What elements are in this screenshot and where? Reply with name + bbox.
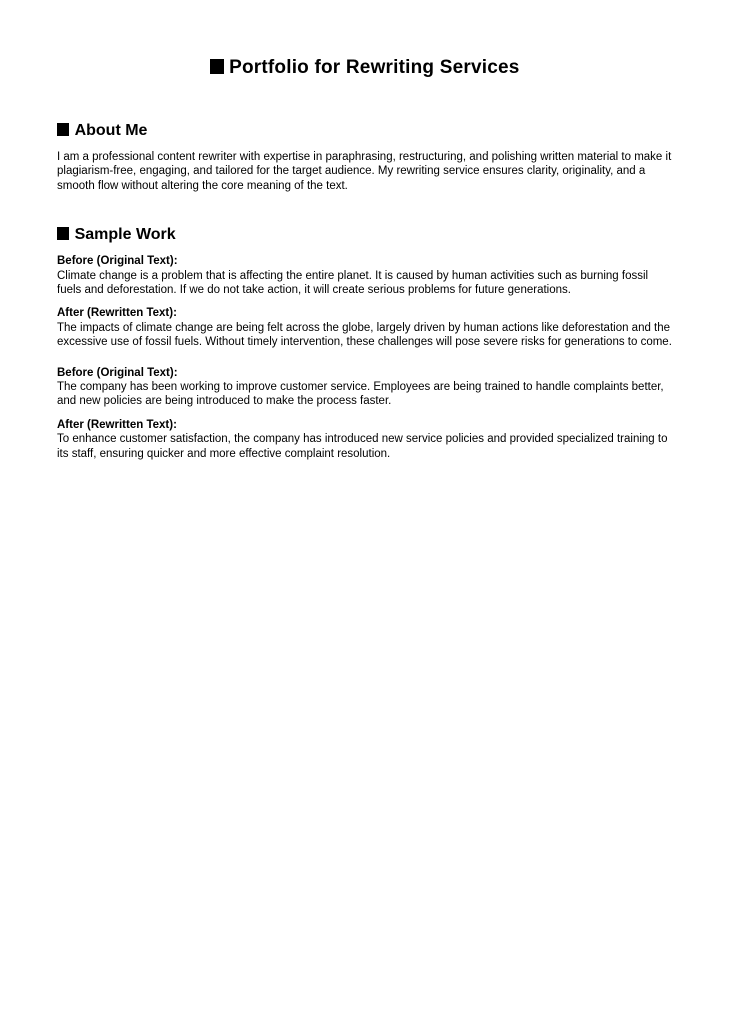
before-text: The company has been working to improve customer service. Employees are being trained to handle complaints better, and new policies are being introduced to make the process faster. bbox=[57, 381, 664, 408]
after-label: After (Rewritten Text): bbox=[57, 418, 177, 431]
sample-work-section bbox=[57, 225, 673, 461]
after-label: After (Rewritten Text): bbox=[57, 307, 177, 320]
after-pair-1 bbox=[57, 306, 673, 349]
about-heading-text: About Me bbox=[74, 122, 148, 139]
square-bullet-icon bbox=[210, 59, 223, 75]
before-label: Before (Original Text): bbox=[57, 366, 178, 379]
sample-work-heading-text: Sample Work bbox=[74, 226, 176, 244]
example-block-1 bbox=[57, 254, 673, 349]
after-text: The impacts of climate change are being felt across the globe, largely driven by human actions like deforestation and the excessive use of fossil fuels. Without timely intervention, these challenges will pose severe risks for generations to come. bbox=[57, 321, 672, 349]
page-title-text: Portfolio for Rewriting Services bbox=[229, 57, 520, 78]
example-block-2 bbox=[57, 366, 673, 461]
section-heading-about bbox=[57, 121, 673, 140]
before-pair-1 bbox=[57, 254, 673, 297]
after-pair-2 bbox=[57, 418, 673, 461]
before-label: Before (Original Text): bbox=[57, 255, 178, 268]
page-title bbox=[57, 56, 673, 79]
square-bullet-icon bbox=[57, 227, 69, 240]
section-heading-sample-work bbox=[57, 225, 673, 244]
about-paragraph: I am a professional content rewriter with expertise in paraphrasing, restructuring, and polishing written material to make it plagiarism-free, engaging, and tailored for the target audience. My rewriting service ensures clarity, originality, and a smooth flow without altering the core meaning of the text. bbox=[57, 151, 672, 192]
square-bullet-icon bbox=[57, 123, 69, 136]
after-text: To enhance customer satisfaction, the company has introduced new service policies and provided specialized training to its staff, ensuring quicker and more effective complaint resolution. bbox=[57, 433, 668, 460]
before-text: Climate change is a problem that is affecting the entire planet. It is caused by human activities such as burning fossil fuels and deforestation. If we do not take action, it will create serious problems for future generations. bbox=[57, 269, 649, 297]
before-pair-2 bbox=[57, 366, 673, 409]
about-section bbox=[57, 121, 673, 193]
